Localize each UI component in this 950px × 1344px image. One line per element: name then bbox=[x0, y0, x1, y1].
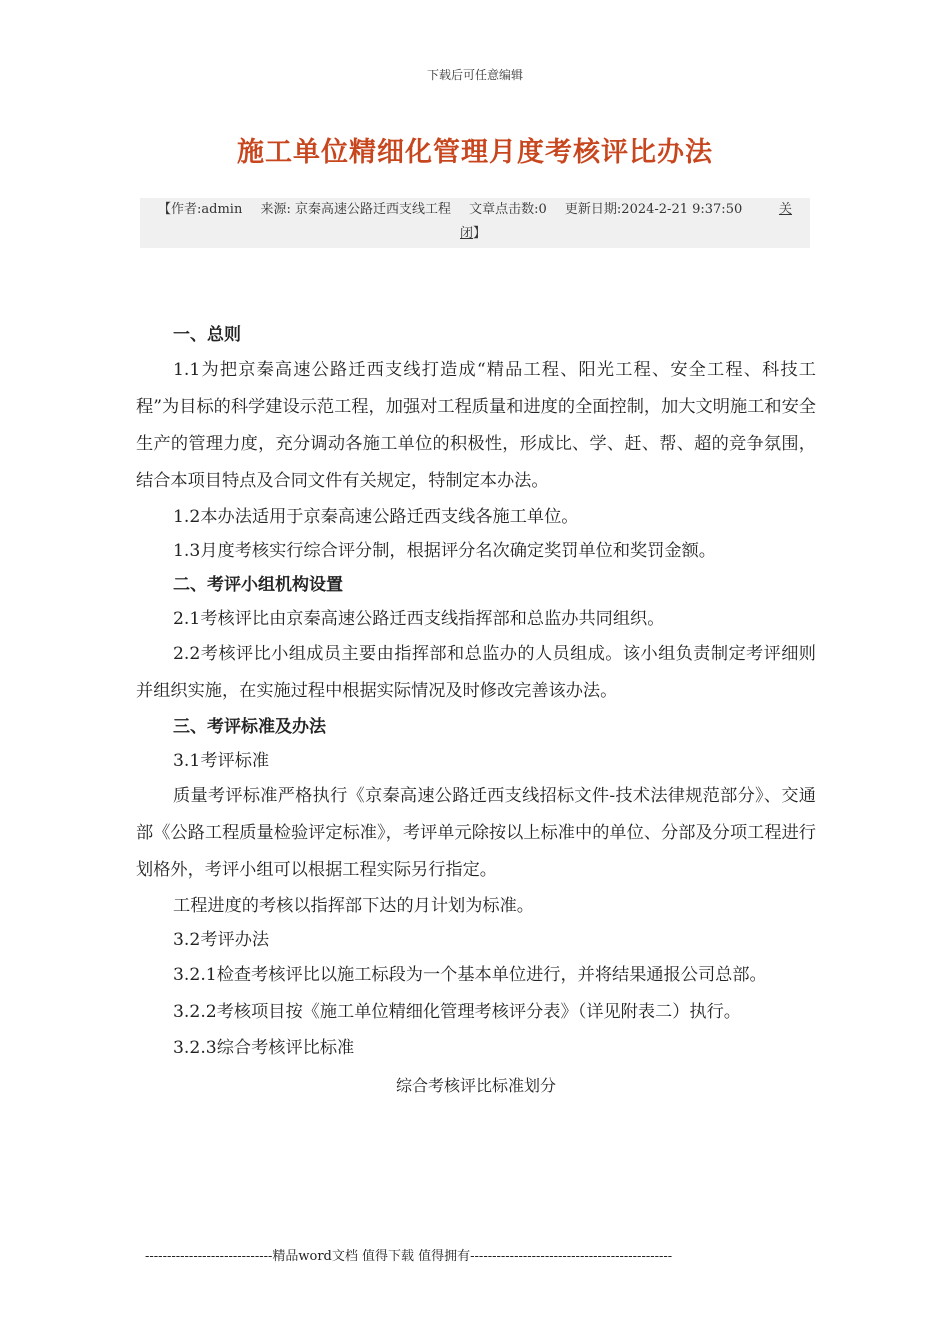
meta-author: 作者:admin bbox=[171, 202, 243, 217]
paragraph-3-1: 3.1考评标准 bbox=[173, 751, 270, 771]
page-footer: -----------------------------精品word文档 值得下载 值得拥有---------------------------------------------- bbox=[145, 1249, 673, 1264]
paragraph-3-2-3: 3.2.3综合考核评比标准 bbox=[173, 1038, 355, 1058]
table-caption: 综合考核评比标准划分 bbox=[395, 1076, 556, 1095]
meta-line-2 bbox=[460, 222, 486, 246]
paragraph-1-2: 1.2本办法适用于京秦高速公路迁西支线各施工单位。 bbox=[173, 507, 579, 527]
section-heading-standards: 三、考评标准及办法 bbox=[173, 717, 326, 737]
paragraph-2-1: 2.1考核评比由京秦高速公路迁西支线指挥部和总监办共同组织。 bbox=[173, 609, 665, 629]
section-heading-organization: 二、考评小组机构设置 bbox=[173, 575, 343, 595]
document-title: 施工单位精细化管理月度考核评比办法 bbox=[237, 137, 713, 168]
paragraph-3-2: 3.2考评办法 bbox=[173, 930, 270, 950]
meta-updated: 更新日期:2024-2-21 9:37:50 bbox=[564, 202, 743, 217]
article-meta-bar bbox=[140, 198, 810, 248]
meta-line bbox=[158, 198, 798, 222]
meta-hits: 文章点击数:0 bbox=[469, 202, 547, 217]
close-link[interactable]: 关 bbox=[778, 202, 792, 217]
section-heading-general: 一、总则 bbox=[173, 325, 241, 345]
meta-source: 来源: 京秦高速公路迁西支线工程 bbox=[260, 202, 451, 217]
paragraph-3-2-1: 3.2.1检查考核评比以施工标段为一个基本单位进行，并将结果通报公司总部。 bbox=[173, 965, 767, 985]
paragraph-2-2: 2.2考核评比小组成员主要由指挥部和总监办的人员组成。该小组负责制定考评细则并组织实施，在实施过程中根据实际情况及时修改完善该办法。 bbox=[136, 644, 816, 701]
close-link-continued[interactable]: 闭 bbox=[460, 226, 474, 241]
paragraph-1-3: 1.3月度考核实行综合评分制，根据评分名次确定奖罚单位和奖罚金额。 bbox=[173, 541, 716, 561]
meta-open-bracket: 【 bbox=[158, 202, 172, 217]
document-body bbox=[136, 318, 816, 1103]
paragraph-3-2-2: 3.2.2考核项目按《施工单位精细化管理考核评分表》（详见附表二）执行。 bbox=[173, 1002, 741, 1022]
page-header-note: 下载后可任意编辑 bbox=[426, 68, 523, 82]
paragraph-1-1: 1.1为把京秦高速公路迁西支线打造成“精品工程、阳光工程、安全工程、科技工程”为目标的科学建设示范工程，加强对工程质量和进度的全面控制，加大文明施工和安全生产的管理力度，充分调动各施工单位的积极性，形成比、学、赶、帮、超的竞争氛围，结合本项目特点及合同文件有关规定，特制定本办法。 bbox=[136, 360, 816, 491]
paragraph-3-1-quality: 质量考评标准严格执行《京秦高速公路迁西支线招标文件-技术法律规范部分》、交通部《公路工程质量检验评定标准》，考评单元除按以上标准中的单位、分部及分项工程进行划格外，考评小组可以根据工程实际另行指定。 bbox=[136, 786, 816, 880]
meta-close-bracket: 】 bbox=[473, 226, 487, 241]
paragraph-3-1-progress: 工程进度的考核以指挥部下达的月计划为标准。 bbox=[173, 896, 534, 916]
